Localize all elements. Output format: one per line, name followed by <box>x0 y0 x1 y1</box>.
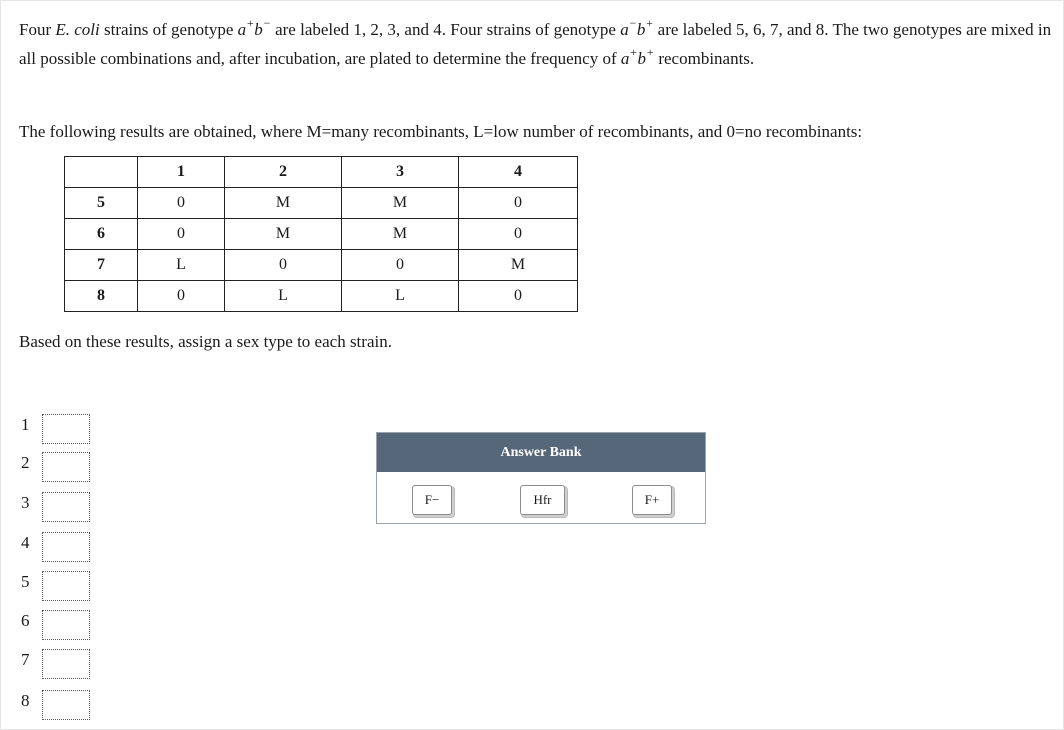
answer-chip-hfr[interactable]: Hfr <box>520 485 565 515</box>
drop-target-strain-6[interactable] <box>42 610 90 640</box>
results-table <box>64 156 578 312</box>
genotype-3: a+b+ <box>620 45 655 68</box>
drop-target-row <box>15 529 105 565</box>
drop-target-row <box>15 607 105 643</box>
organism-name: E. coli <box>55 20 100 39</box>
answer-chip-f-plus[interactable]: F+ <box>632 485 672 515</box>
table-cell: L <box>225 281 342 312</box>
table-row <box>65 188 578 219</box>
drop-target-strain-5[interactable] <box>42 571 90 601</box>
drop-target-row <box>15 489 105 525</box>
table-cell: 0 <box>225 250 342 281</box>
row-label: 7 <box>65 250 138 281</box>
table-cell: L <box>342 281 459 312</box>
drop-target-strain-7[interactable] <box>42 649 90 679</box>
question-intro: Four E. coli strains of genotype a+b− are labeled 1, 2, 3, and 4. Four strains of genotype a−b+ are labeled 5, 6, 7, and 8. The two genotypes are mixed in all possible combinations and, after incubation, are plated to determine the frequency of a+b+ recombinants. <box>19 16 1052 68</box>
assignment-instruction: Based on these results, assign a sex type to each strain. <box>19 332 392 351</box>
drop-target-strain-3[interactable] <box>42 492 90 522</box>
row-label: 8 <box>65 281 138 312</box>
table-cell: M <box>459 250 578 281</box>
strain-number: 1 <box>21 415 30 434</box>
table-header-cell: 1 <box>138 157 225 188</box>
table-cell: 0 <box>138 281 225 312</box>
answer-bank <box>376 432 706 524</box>
drop-target-row <box>15 449 105 485</box>
genotype-2: a−b+ <box>620 16 654 39</box>
strain-number: 8 <box>21 691 30 710</box>
drop-target-row <box>15 411 105 447</box>
table-header-cell: 2 <box>225 157 342 188</box>
table-row <box>65 281 578 312</box>
strain-number: 6 <box>21 611 30 630</box>
answer-bank-title: Answer Bank <box>377 433 705 472</box>
drop-target-row <box>15 568 105 604</box>
table-cell: 0 <box>342 250 459 281</box>
table-cell: 0 <box>138 219 225 250</box>
genotype-1: a+b− <box>237 16 271 39</box>
strain-number: 3 <box>21 493 30 512</box>
table-row <box>65 219 578 250</box>
drop-target-strain-8[interactable] <box>42 690 90 720</box>
drop-target-row <box>15 646 105 682</box>
table-header-cell: 3 <box>342 157 459 188</box>
table-cell: 0 <box>459 188 578 219</box>
drop-target-strain-2[interactable] <box>42 452 90 482</box>
table-cell: L <box>138 250 225 281</box>
table-row <box>65 250 578 281</box>
table-cell: M <box>225 188 342 219</box>
table-cell: 0 <box>459 281 578 312</box>
table-header-row <box>65 157 578 188</box>
table-cell: M <box>342 188 459 219</box>
strain-number: 2 <box>21 453 30 472</box>
row-label: 6 <box>65 219 138 250</box>
strain-number: 4 <box>21 533 30 552</box>
table-cell: 0 <box>138 188 225 219</box>
table-cell: M <box>342 219 459 250</box>
drop-target-row <box>15 687 105 723</box>
answer-chip-f-minus[interactable]: F− <box>412 485 452 515</box>
table-header-cell <box>65 157 138 188</box>
strain-number: 7 <box>21 650 30 669</box>
drop-target-strain-4[interactable] <box>42 532 90 562</box>
table-cell: M <box>225 219 342 250</box>
table-header-cell: 4 <box>459 157 578 188</box>
strain-number: 5 <box>21 572 30 591</box>
drop-target-strain-1[interactable] <box>42 414 90 444</box>
table-cell: 0 <box>459 219 578 250</box>
row-label: 5 <box>65 188 138 219</box>
results-description: The following results are obtained, where M=many recombinants, L=low number of recombinants, and 0=no recombinants: <box>19 122 863 141</box>
